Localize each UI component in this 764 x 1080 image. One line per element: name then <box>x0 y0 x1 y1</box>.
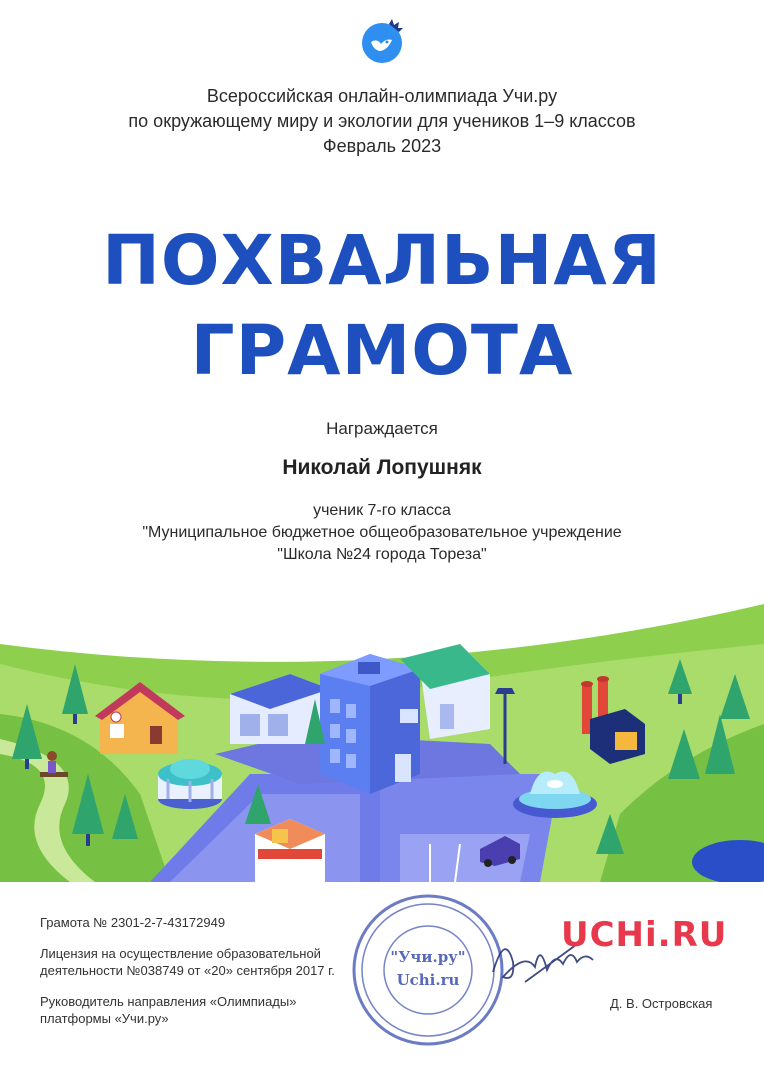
head-line-1: Руководитель направления «Олимпиады» <box>40 994 297 1009</box>
stamp-text-1: "Учи.ру" <box>390 948 466 966</box>
stamp-text-2: Uchi.ru <box>396 971 460 989</box>
license-line-2: деятельности №038749 от «20» сентября 2017 г. <box>40 963 335 978</box>
certificate-title <box>0 216 764 396</box>
uchi-brand-logo: UCHi.RU <box>561 915 728 955</box>
head-of-direction <box>40 993 370 1027</box>
header-line-1: Всероссийская онлайн-олимпиада Учи.ру <box>206 86 558 106</box>
stamp-seal <box>348 890 508 1050</box>
school-line-2: "Школа №24 города Тореза" <box>277 546 487 563</box>
certificate-number: Грамота № 2301-2-7-43172949 <box>40 915 226 930</box>
town-illustration <box>0 604 764 882</box>
recipient-grade: ученик 7-го класса <box>313 502 451 519</box>
header-line-3: Февраль 2023 <box>322 136 442 156</box>
awarded-label: Награждается <box>326 419 438 438</box>
title-line-1: ПОХВАЛЬНАЯ <box>102 221 662 301</box>
header-line-2: по окружающему миру и экологии для учеников 1–9 классов <box>128 111 636 131</box>
olympiad-header <box>0 84 764 159</box>
license-text <box>40 945 370 979</box>
signer-name: Д. В. Островская <box>610 996 713 1011</box>
license-line-1: Лицензия на осуществление образовательной <box>40 946 321 961</box>
recipient-info <box>0 500 764 566</box>
recipient-name: Николай Лопушняк <box>282 456 482 479</box>
head-line-2: платформы «Учи.ру» <box>40 1011 169 1026</box>
school-line-1: "Муниципальное бюджетное общеобразовательное учреждение <box>142 524 622 541</box>
uchi-bird-logo-icon <box>359 18 405 64</box>
title-line-2: ГРАМОТА <box>190 311 574 391</box>
footer-details <box>40 914 370 1041</box>
